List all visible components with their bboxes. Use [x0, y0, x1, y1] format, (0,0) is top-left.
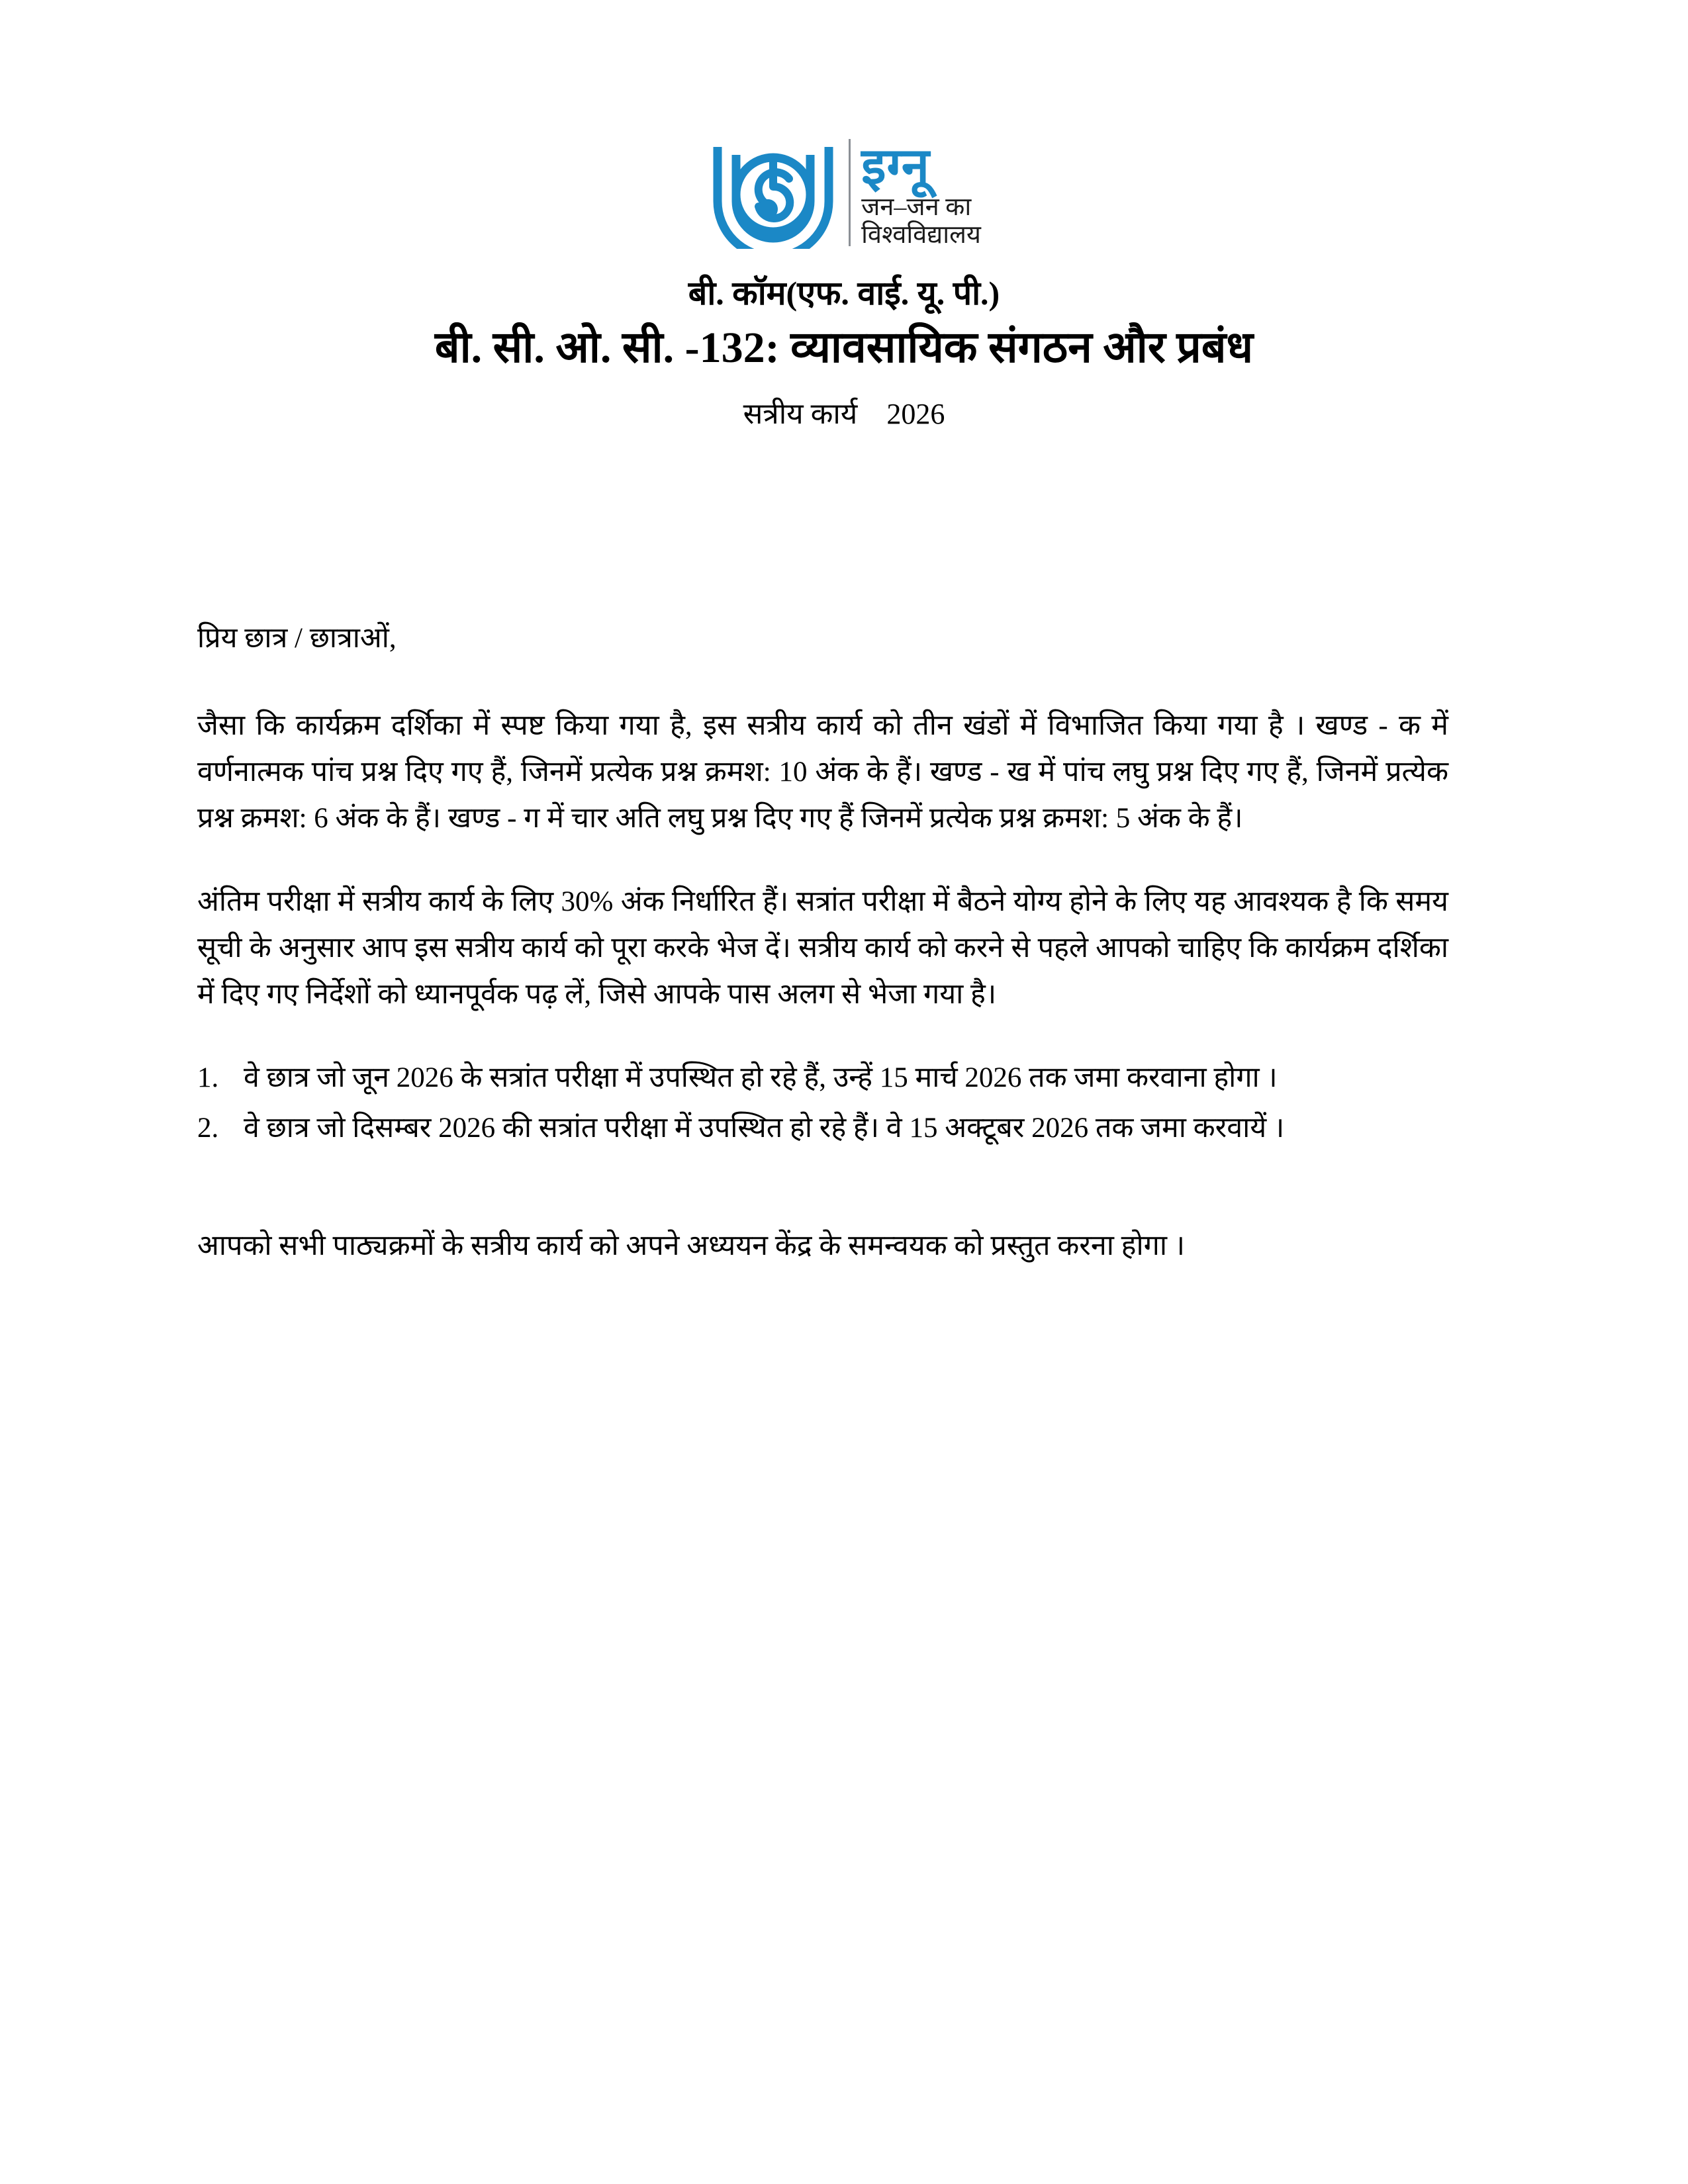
list-item — [197, 1105, 1448, 1152]
salutation: प्रिय छात्र / छात्राओं, — [197, 623, 397, 654]
list-item-text: वे छात्र जो जून 2026 के सत्रांत परीक्षा में उपस्थित हो रहे हैं, उन्हें 15 मार्च 2026 तक जमा करवाना होगा । — [244, 1062, 1278, 1093]
assignment-subtitle — [0, 397, 1688, 432]
assignment-year: 2026 — [886, 398, 945, 430]
paragraph-2: अंतिम परीक्षा में सत्रीय कार्य के लिए 30% अंक निर्धारित हैं। सत्रांत परीक्षा में बैठने योग्य होने के लिए यह आवश्यक है कि समय सूची के अनुसार आप इस सत्रीय कार्य को पूरा करके भेज दें। सत्रीय कार्य को करने से पहले आपको चाहिए कि कार्यक्रम दर्शिका में दिए गए निर्देशों को ध्यानपूर्वक पढ़ लें, जिसे आपके पास अलग से भेजा गया है। — [197, 886, 1448, 1010]
logo-tagline-line1: जन–जन का — [861, 193, 972, 221]
logo-divider — [849, 139, 851, 246]
submission-deadline-list — [197, 1055, 1448, 1152]
list-marker: 1. — [197, 1062, 219, 1093]
programme-title: बी. कॉम(एफ. वाई. यू. पी.) — [688, 275, 1000, 312]
list-item — [197, 1055, 1448, 1101]
ignou-logo — [0, 138, 1688, 250]
closing-paragraph: आपको सभी पाठ्यक्रमों के सत्रीय कार्य को अपने अध्ययन केंद्र के समन्वयक को प्रस्तुत करना होगा । — [197, 1230, 1186, 1261]
paragraph-1: जैसा कि कार्यक्रम दर्शिका में स्पष्ट किया गया है, इस सत्रीय कार्य को तीन खंडों में विभाजित किया गया है । खण्ड - क में वर्णनात्मक पांच प्रश्न दिए गए हैं, जिनमें प्रत्येक प्रश्न क्रमश: 10 अंक के हैं। खण्ड - ख में पांच लघु प्रश्न दिए गए हैं, जिनमें प्रत्येक प्रश्न क्रमश: 6 अंक के हैं। खण्ड - ग में चार अति लघु प्रश्न दिए गए हैं जिनमें प्रत्येक प्रश्न क्रमश: 5 अंक के हैं। — [197, 710, 1448, 834]
logo-ignou-text: इग्नू — [861, 139, 930, 195]
ignou-emblem-icon — [707, 138, 839, 249]
logo-wordmark — [861, 138, 981, 250]
list-item-text: वे छात्र जो दिसम्बर 2026 की सत्रांत परीक्षा में उपस्थित हो रहे हैं। वे 15 अक्टूबर 2026 तक जमा करवायें । — [244, 1113, 1285, 1144]
logo-tagline-line2: विश्वविद्यालय — [861, 221, 981, 249]
assignment-label: सत्रीय कार्य — [743, 398, 858, 430]
list-marker: 2. — [197, 1113, 219, 1144]
course-title: बी. सी. ओ. सी. -132: व्यावसायिक संगठन और प्रबंध — [434, 324, 1254, 372]
document-body — [197, 615, 1448, 1269]
